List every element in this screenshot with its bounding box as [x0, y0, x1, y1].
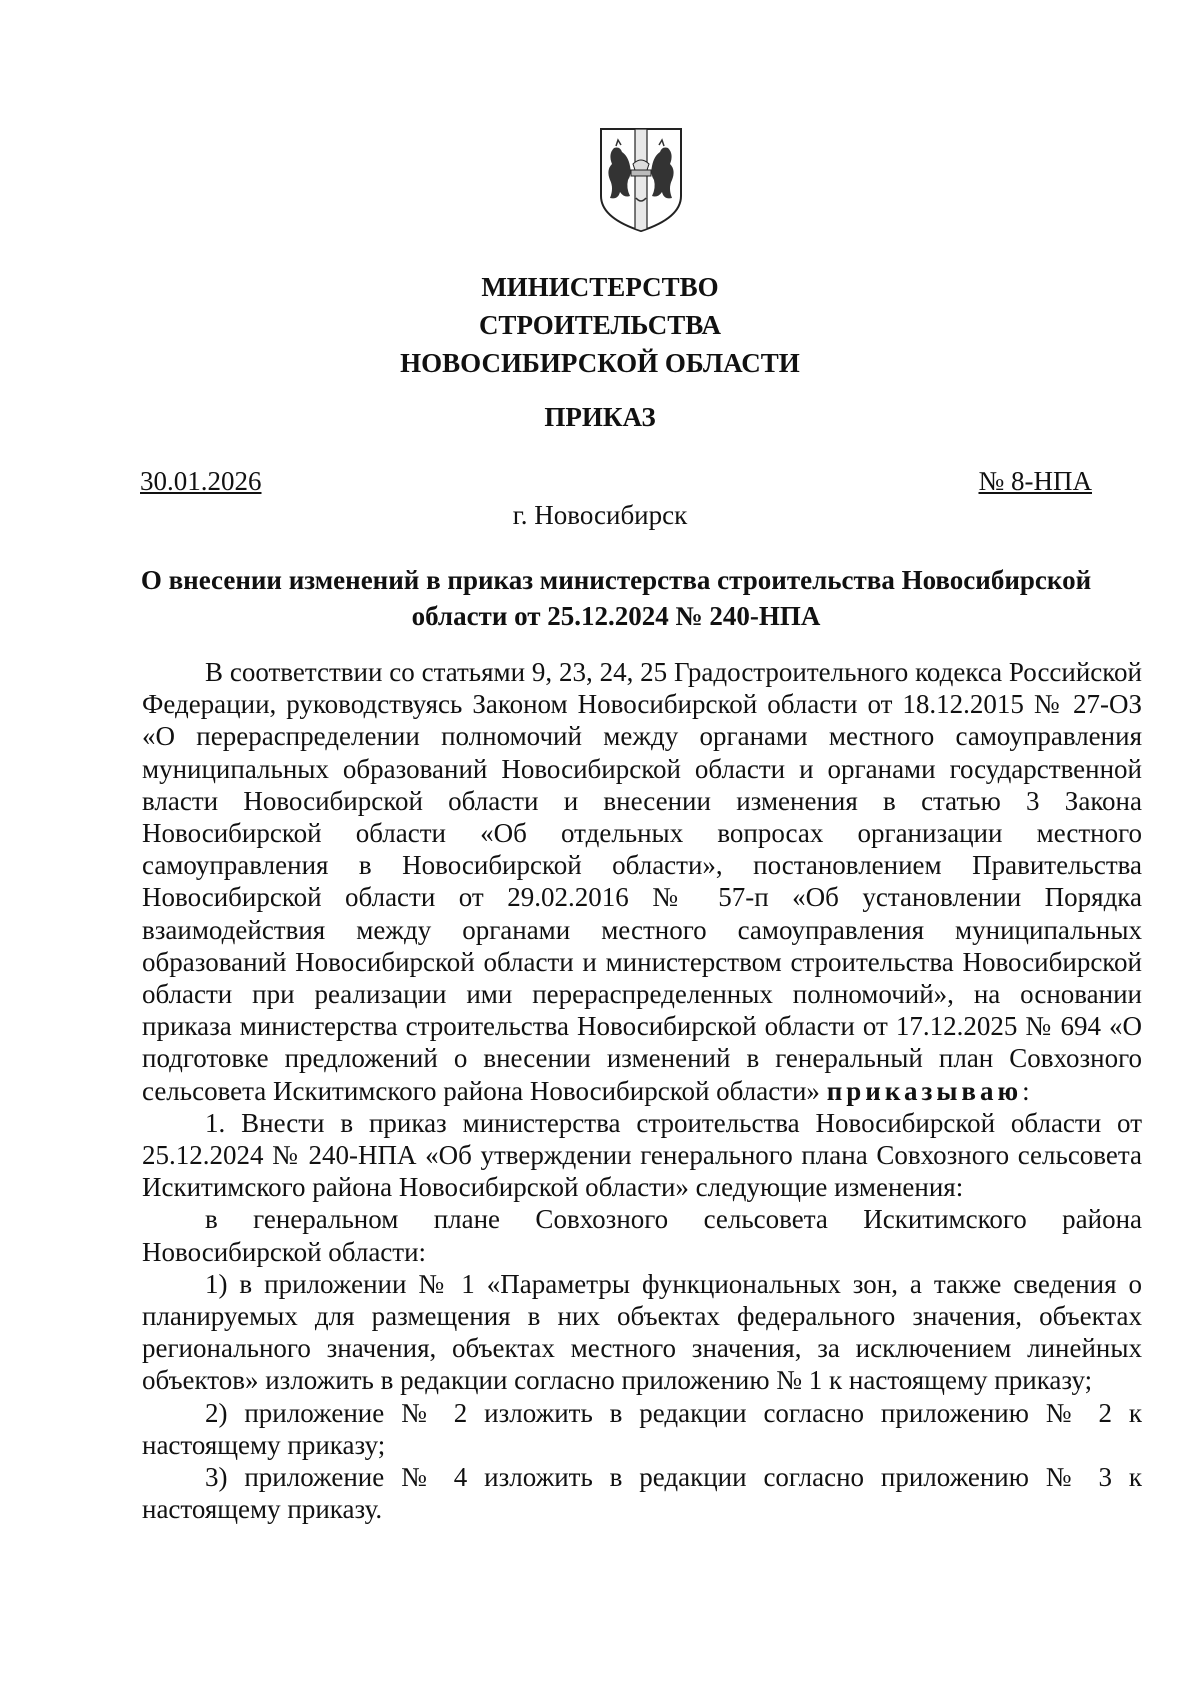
preamble-paragraph — [142, 656, 1142, 1107]
command-suffix: : — [1022, 1075, 1030, 1106]
order-body — [142, 656, 1142, 1525]
subject-line-1: О внесении изменений в приказ министерства строительства Новосибирской — [140, 565, 1092, 595]
subject-line-2: области от 25.12.2024 № 240-НПА — [411, 601, 821, 631]
subitem-1: 1) в приложении № 1 «Параметры функциональных зон, а также сведения о планируемых для размещения в них объектах федерального значения, объектах регионального значения, объектах местного значения, за исключением линейных объектов» изложить в редакции согласно приложению № 1 к настоящему приказу; — [142, 1268, 1142, 1396]
subitem-2: 2) приложение № 2 изложить в редакции согласно приложению № 2 к настоящему приказу; — [142, 1397, 1142, 1460]
order-date: 30.01.2026 — [140, 466, 262, 496]
ministry-name — [0, 268, 1200, 382]
ministry-line-3: НОВОСИБИРСКОЙ ОБЛАСТИ — [400, 348, 800, 378]
preamble-text: В соответствии со статьями 9, 23, 24, 25 Градостроительного кодекса Российской Федерации, руководствуясь Законом Новосибирской области от 18.12.2015 № 27-ОЗ «О перераспределении полномочий между органами местного самоуправления муниципальных образований Новосибирской области и органами государственной власти Новосибирской области и внесении изменения в статью 3 Закона Новосибирской области «Об отдельных вопросах организации местного самоуправления в Новосибирской области», постановлением Правительства Новосибирской области от 29.02.2016 № 57-п «Об установлении Порядка взаимодействия между органами местного самоуправления муниципальных образований Новосибирской области и министерством строительства Новосибирской области при реализации ими перераспределенных полномочий», на основании приказа министерства строительства Новосибирской области от 17.12.2025 № 694 «О подготовке предложений о внесении изменений в генеральный план Совхозного сельсовета Искитимского района Новосибирской области» — [142, 657, 1142, 1106]
subitem-3: 3) приложение № 4 изложить в редакции согласно приложению № 3 к настоящему приказу. — [142, 1462, 1142, 1525]
item-1-intro: в генеральном плане Совхозного сельсовета Искитимского района Новосибирской области: — [142, 1204, 1142, 1267]
ministry-line-1: МИНИСТЕРСТВО — [481, 272, 719, 302]
document-type: ПРИКАЗ — [544, 402, 656, 432]
ministry-line-2: СТРОИТЕЛЬСТВА — [478, 310, 722, 340]
item-1: 1. Внести в приказ министерства строительства Новосибирской области от 25.12.2024 № 240-НПА «Об утверждении генерального плана Совхозного сельсовета Искитимского района Новосибирской области» следующие изменения: — [142, 1107, 1142, 1203]
order-city: г. Новосибирск — [512, 500, 688, 530]
order-number: № 8-НПА — [978, 466, 1092, 496]
order-subject — [140, 562, 1092, 634]
command-word: приказываю — [826, 1075, 1023, 1106]
coat-of-arms-icon — [598, 126, 684, 234]
